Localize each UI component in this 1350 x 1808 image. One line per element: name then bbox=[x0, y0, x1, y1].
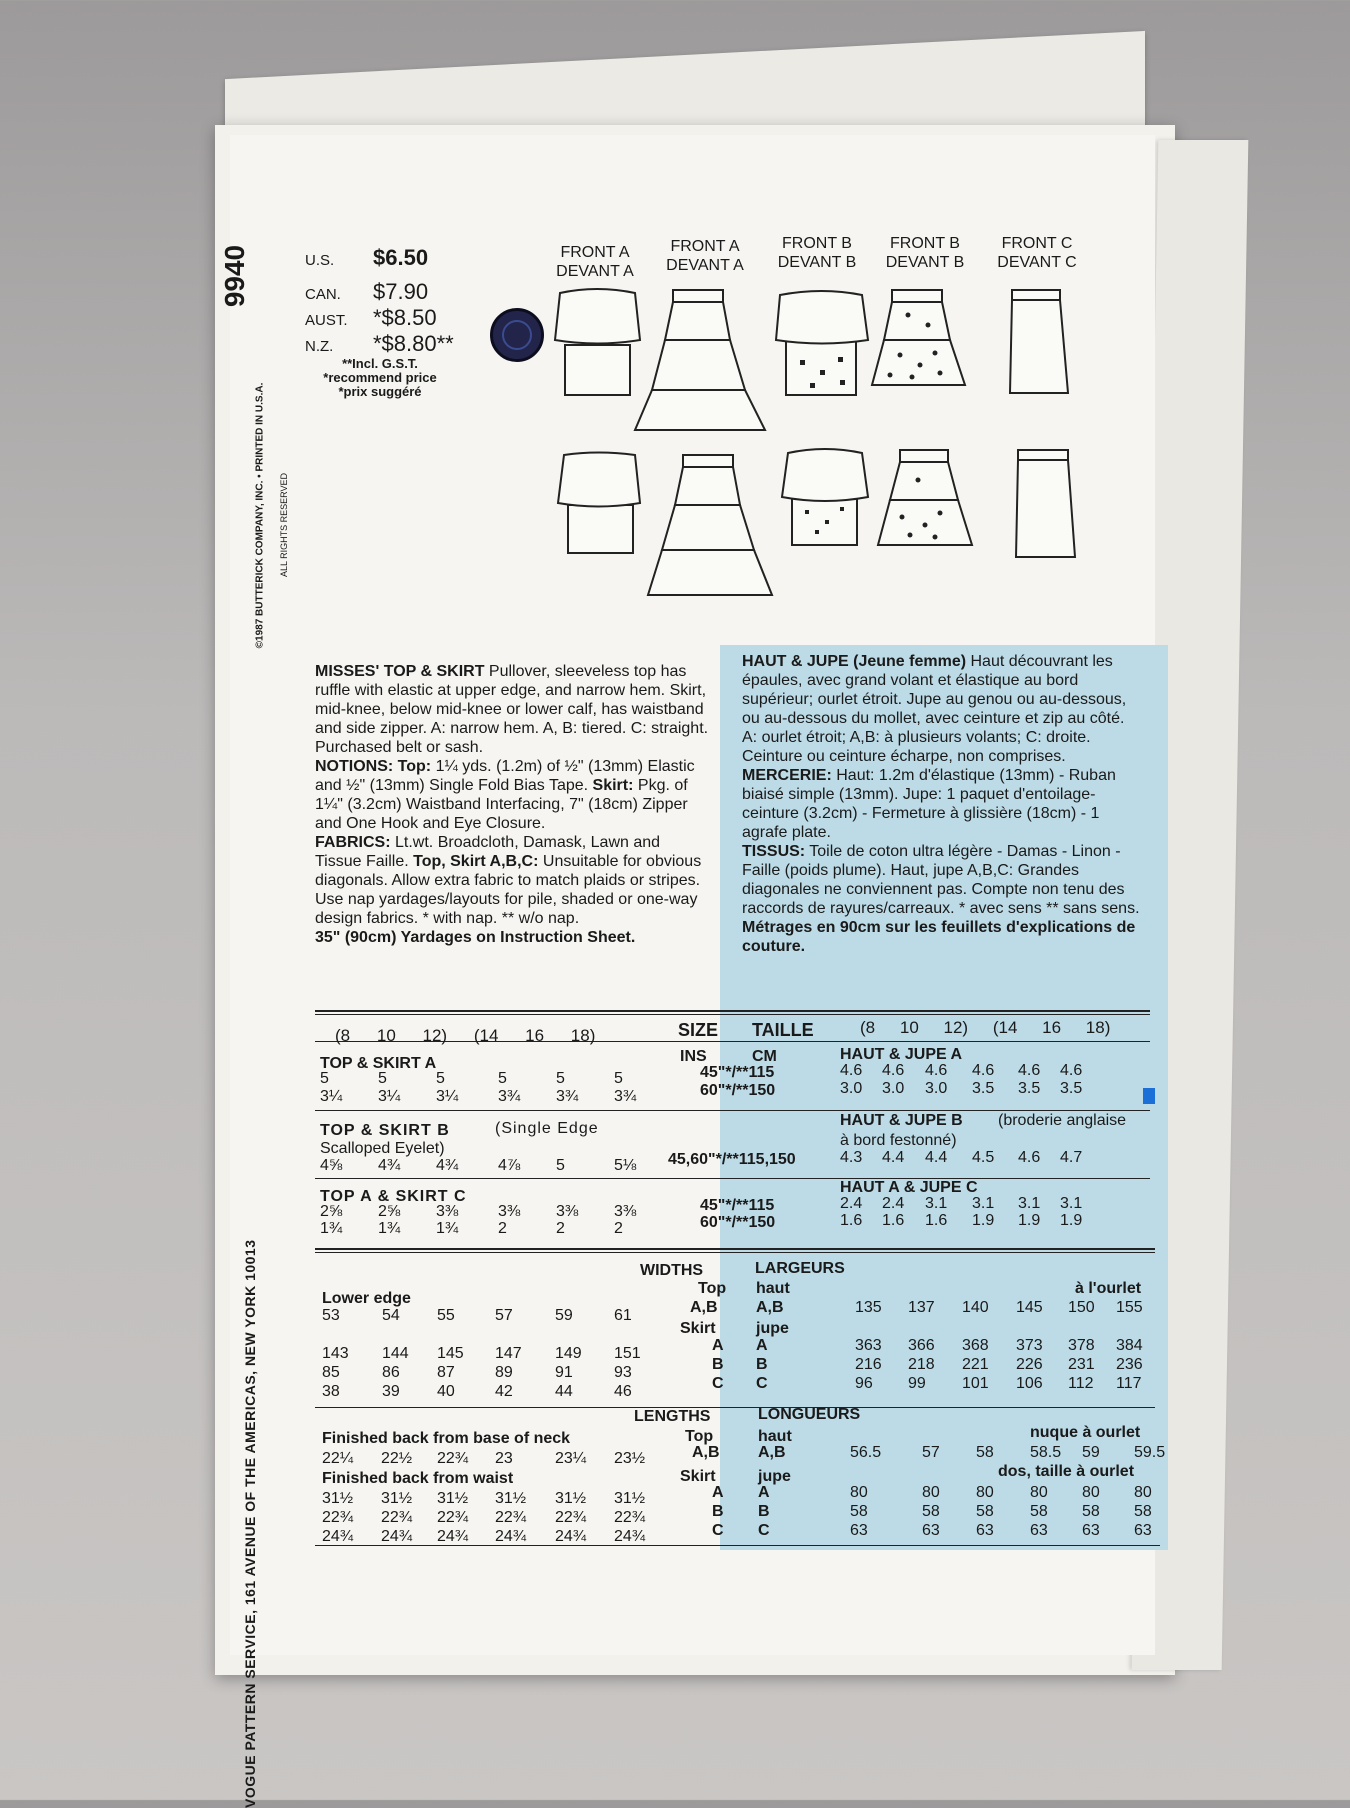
lengths-us-cell: 31½ bbox=[322, 1490, 354, 1507]
widths-us-cell: 39 bbox=[382, 1383, 400, 1400]
publisher-line: VOGUE PATTERN SERVICE, 161 AVENUE OF THE AMERICAS, NEW YORK 10013 bbox=[242, 1239, 258, 1808]
lengths-us-cell: 31½ bbox=[555, 1490, 587, 1507]
lengths-metric-cell: 59.5 bbox=[1134, 1444, 1166, 1461]
lengths-metric-cell: 58 bbox=[976, 1444, 994, 1461]
price-label-can: CAN. bbox=[305, 286, 341, 303]
widths-metric-cell: 216 bbox=[855, 1356, 882, 1373]
lengths-metric-cell: 80 bbox=[976, 1484, 994, 1501]
widths-metric-cell: 366 bbox=[908, 1337, 935, 1354]
widths-us-cell: 57 bbox=[495, 1307, 513, 1324]
description-english bbox=[315, 662, 710, 947]
sketch-skirt-b-front bbox=[872, 290, 965, 385]
widths-metric-cell: 117 bbox=[1116, 1375, 1142, 1392]
lengths-us-cell: 22¾ bbox=[381, 1509, 413, 1526]
yardage-b-label-fr: HAUT & JUPE B bbox=[840, 1112, 963, 1129]
yardage-metric-cell: 4.6 bbox=[1060, 1062, 1083, 1079]
spine bbox=[210, 230, 289, 1808]
yardage-metric-cell: 4.6 bbox=[1018, 1149, 1041, 1166]
tissus-label: TISSUS: bbox=[742, 843, 806, 860]
lengths-us-cell: 22¾ bbox=[614, 1509, 646, 1526]
unsuitable-label: Top, Skirt A,B,C: bbox=[413, 853, 539, 870]
widths-metric-cell: 373 bbox=[1016, 1337, 1043, 1354]
largeurs-title: LARGEURS bbox=[755, 1260, 845, 1277]
yardage-us-cell: 3¾ bbox=[614, 1088, 637, 1105]
lengths-us-cell: 22¾ bbox=[322, 1509, 354, 1526]
yardage-us-cell: 5⅛ bbox=[614, 1157, 637, 1174]
yardage-us-cell: 5 bbox=[614, 1070, 623, 1087]
widths-key: A,B bbox=[690, 1299, 718, 1316]
sketch-skirt-a-back bbox=[648, 455, 772, 595]
widths-metric-cell: 135 bbox=[855, 1299, 882, 1316]
yardage-metric-cell: 4.7 bbox=[1060, 1149, 1083, 1166]
yardage-us-cell: 2⅝ bbox=[378, 1203, 401, 1220]
lengths-metric-cell: 58.5 bbox=[1030, 1444, 1062, 1461]
yardage-us-cell: 3¾ bbox=[556, 1088, 579, 1105]
size-header-us: (8 10 12) (14 16 18) bbox=[335, 1026, 596, 1045]
yardage-metric-cell: 4.6 bbox=[882, 1062, 905, 1079]
size-label: SIZE bbox=[678, 1020, 719, 1040]
yardage-metric-cell: 1.9 bbox=[1018, 1212, 1041, 1229]
yardage-metric-cell: 3.5 bbox=[1060, 1080, 1083, 1097]
description-french bbox=[742, 652, 1142, 956]
lengths-metric-cell: 63 bbox=[922, 1522, 940, 1539]
footer-fr: Métrages en 90cm sur les feuillets d'explications de couture. bbox=[742, 919, 1136, 955]
price-label-us: U.S. bbox=[305, 252, 335, 269]
yardage-metric-cell: 4.5 bbox=[972, 1149, 995, 1166]
widths-us-cell: 151 bbox=[614, 1345, 641, 1362]
yardage-metric-cell: 1.9 bbox=[972, 1212, 995, 1229]
yardage-us-cell: 3¼ bbox=[378, 1088, 401, 1105]
blue-edge-mark bbox=[1143, 1088, 1155, 1104]
sketch-skirt-c-back bbox=[1016, 450, 1075, 557]
sketch-top-b-front bbox=[776, 291, 868, 395]
view-label-2: FRONT A DEVANT A bbox=[666, 238, 744, 274]
lengths-us-cell: 24¾ bbox=[555, 1528, 587, 1545]
widths-us-cell: 86 bbox=[382, 1364, 400, 1381]
widths-metric-cell: 378 bbox=[1068, 1337, 1095, 1354]
price-nz: *$8.80** bbox=[373, 331, 454, 356]
yardage-us-cell: 1¾ bbox=[436, 1220, 459, 1237]
yardage-metric-cell: 4.3 bbox=[840, 1149, 863, 1166]
widths-key-fr: C bbox=[756, 1375, 768, 1392]
sketch-skirt-c-front bbox=[1010, 290, 1068, 393]
widths-metric-cell: 218 bbox=[908, 1356, 935, 1373]
widths-jupe-label: jupe bbox=[756, 1320, 789, 1337]
widths-metric-cell: 112 bbox=[1068, 1375, 1094, 1392]
technical-drawings bbox=[540, 285, 1100, 605]
yardage-us-cell: 1¾ bbox=[378, 1220, 401, 1237]
lengths-metric-cell: 58 bbox=[1134, 1503, 1152, 1520]
lower-edge-label: Lower edge bbox=[322, 1290, 411, 1307]
widths-key: C bbox=[712, 1375, 724, 1392]
widths-metric-cell: 363 bbox=[855, 1337, 882, 1354]
widths-key-fr: B bbox=[756, 1356, 768, 1373]
yardage-b-sub-fr: (broderie anglaise bbox=[998, 1112, 1127, 1129]
yardage-metric-cell: 4.6 bbox=[1018, 1062, 1041, 1079]
yardage-metric-cell: 3.5 bbox=[972, 1080, 995, 1097]
lengths-us-cell: 23½ bbox=[614, 1450, 646, 1467]
lengths-metric-cell: 63 bbox=[1134, 1522, 1152, 1539]
widths-metric-cell: 137 bbox=[908, 1299, 935, 1316]
price-us: $6.50 bbox=[373, 245, 429, 270]
sketch-top-b-back bbox=[782, 449, 868, 545]
view-label-4: FRONT B DEVANT B bbox=[885, 235, 965, 271]
lengths-key: A,B bbox=[692, 1444, 720, 1461]
widths-key: B bbox=[712, 1356, 724, 1373]
widths-us-cell: 145 bbox=[437, 1345, 464, 1362]
widths-us-cell: 42 bbox=[495, 1383, 513, 1400]
yardage-a-label-en: TOP & SKIRT A bbox=[320, 1055, 437, 1072]
yardage-us-cell: 2 bbox=[556, 1220, 565, 1237]
title-fr: HAUT & JUPE (Jeune femme) bbox=[742, 653, 967, 670]
fabric-width-cell: 60"*/**150 bbox=[700, 1214, 776, 1231]
rights-line: ALL RIGHTS RESERVED bbox=[279, 472, 289, 578]
widths-us-cell: 46 bbox=[614, 1383, 632, 1400]
widths-us-cell: 61 bbox=[614, 1307, 632, 1324]
yardage-b-sub-en: (Single Edge bbox=[495, 1120, 599, 1137]
lengths-us-cell: 22¾ bbox=[495, 1509, 527, 1526]
lengths-us-cell: 24¾ bbox=[322, 1528, 354, 1545]
price-note-recommend: *recommend price bbox=[323, 370, 437, 385]
yardage-us-cell: 5 bbox=[378, 1070, 387, 1087]
footer-en: 35" (90cm) Yardages on Instruction Sheet. bbox=[315, 929, 636, 946]
widths-metric-cell: 106 bbox=[1016, 1375, 1043, 1392]
yardage-us-cell: 3⅜ bbox=[436, 1203, 459, 1220]
widths-metric-cell: 384 bbox=[1116, 1337, 1143, 1354]
widths-us-cell: 93 bbox=[614, 1364, 632, 1381]
widths-us-cell: 89 bbox=[495, 1364, 513, 1381]
widths-us-cell: 54 bbox=[382, 1307, 400, 1324]
lengths-metric-cell: 58 bbox=[922, 1503, 940, 1520]
lengths-metric-cell: 63 bbox=[850, 1522, 868, 1539]
widths-us-cell: 144 bbox=[382, 1345, 409, 1362]
lengths-haut-label: haut bbox=[758, 1428, 792, 1445]
price-block bbox=[305, 245, 485, 399]
price-note-gst: **Incl. G.S.T. bbox=[342, 356, 418, 371]
lengths-us-cell: 23 bbox=[495, 1450, 513, 1467]
widths-us-cell: 40 bbox=[437, 1383, 455, 1400]
yardage-c-label-fr: HAUT A & JUPE C bbox=[840, 1179, 978, 1196]
yardage-metric-cell: 4.6 bbox=[972, 1062, 995, 1079]
yardage-metric-cell: 2.4 bbox=[840, 1195, 863, 1212]
widths-us-cell: 147 bbox=[495, 1345, 522, 1362]
yardage-metric-cell: 3.0 bbox=[882, 1080, 905, 1097]
lengths-top-label: Top bbox=[685, 1428, 714, 1445]
view-label-3: FRONT B DEVANT B bbox=[777, 235, 857, 271]
widths-us-cell: 55 bbox=[437, 1307, 455, 1324]
widths-metric-cell: 368 bbox=[962, 1337, 989, 1354]
yardage-metric-cell: 4.4 bbox=[925, 1149, 948, 1166]
notions-label: NOTIONS: bbox=[315, 758, 394, 775]
notions-skirt: Pkg. of 1¼" (3.2cm) Waistband Interfacing, 7" (18cm) Zipper and One Hook and Eye Closure. bbox=[315, 777, 688, 832]
yardage-metric-cell: 4.6 bbox=[840, 1062, 863, 1079]
notions-top-label: Top: bbox=[397, 758, 432, 775]
lengths-title: LENGTHS bbox=[634, 1408, 711, 1425]
yardage-us-cell: 4⅞ bbox=[498, 1157, 521, 1174]
widths-key-fr: A,B bbox=[756, 1299, 784, 1316]
fabric-width-cell: 45,60"*/**115,150 bbox=[668, 1151, 796, 1168]
yardage-us-cell: 2⅝ bbox=[320, 1203, 343, 1220]
yardage-us-cell: 5 bbox=[436, 1070, 445, 1087]
yardage-b-sub-en2: Scalloped Eyelet) bbox=[320, 1140, 445, 1157]
waist-label: Finished back from waist bbox=[322, 1470, 514, 1487]
fabric-width-cell: 60"*/**150 bbox=[700, 1082, 776, 1099]
lengths-metric-cell: 58 bbox=[1030, 1503, 1048, 1520]
widths-metric-cell: 101 bbox=[962, 1375, 989, 1392]
pattern-number: 9940 bbox=[219, 244, 250, 308]
price-note-suggere: *prix suggéré bbox=[338, 384, 422, 399]
body-en: Pullover, sleeveless top has ruffle with elastic at upper edge, and narrow hem. Skirt, mid-knee, below mid-knee or lower calf, has waistband and side zipper. A: narrow hem. A, B: tiered. C: straight. Purchased belt or sash. bbox=[315, 663, 709, 756]
widths-us-cell: 149 bbox=[555, 1345, 582, 1362]
yardage-metric-cell: 2.4 bbox=[882, 1195, 905, 1212]
widths-skirt-label: Skirt bbox=[680, 1320, 716, 1337]
sketch-skirt-b-back bbox=[878, 450, 972, 545]
unsuitable: Unsuitable for obvious diagonals. Allow extra fabric to match plaids or stripes. Use nap yardages/layouts for pile, shaded or one-way design fabrics. * with nap. ** w/o nap. bbox=[315, 853, 702, 927]
longueurs-title: LONGUEURS bbox=[758, 1406, 861, 1423]
view-label-5: FRONT C DEVANT C bbox=[997, 235, 1077, 271]
nuque-label: nuque à ourlet bbox=[1030, 1424, 1141, 1441]
widths-key-fr: A bbox=[756, 1337, 768, 1354]
notions-skirt-label: Skirt: bbox=[592, 777, 634, 794]
widths-metric-cell: 150 bbox=[1068, 1299, 1095, 1316]
divider bbox=[315, 1178, 1150, 1179]
yardage-us-cell: 4⅝ bbox=[320, 1157, 343, 1174]
yardage-metric-cell: 1.6 bbox=[840, 1212, 863, 1229]
lengths-key: A bbox=[712, 1484, 724, 1501]
lengths-metric-cell: 80 bbox=[1134, 1484, 1152, 1501]
unit-ins: INS bbox=[680, 1048, 707, 1065]
divider bbox=[315, 1248, 1155, 1250]
lengths-skirt-label: Skirt bbox=[680, 1468, 716, 1485]
lengths-us-cell: 22¼ bbox=[322, 1450, 354, 1467]
widths-us-cell: 38 bbox=[322, 1383, 340, 1400]
yardage-us-cell: 5 bbox=[556, 1070, 565, 1087]
yardage-us-cell: 2 bbox=[498, 1220, 507, 1237]
lengths-key-fr: A,B bbox=[758, 1444, 786, 1461]
divider bbox=[315, 1252, 1155, 1253]
lengths-metric-cell: 80 bbox=[850, 1484, 868, 1501]
lengths-metric-cell: 58 bbox=[976, 1503, 994, 1520]
taille-label: TAILLE bbox=[752, 1020, 814, 1040]
widths-us-cell: 143 bbox=[322, 1345, 349, 1362]
widths-us-cell: 59 bbox=[555, 1307, 573, 1324]
lengths-key: B bbox=[712, 1503, 724, 1520]
unit-cm: CM bbox=[752, 1048, 777, 1065]
widths-metric-cell: 221 bbox=[962, 1356, 989, 1373]
yardage-us-cell: 3⅜ bbox=[498, 1203, 521, 1220]
lengths-us-cell: 31½ bbox=[614, 1490, 646, 1507]
lengths-metric-cell: 56.5 bbox=[850, 1444, 882, 1461]
widths-us-cell: 85 bbox=[322, 1364, 340, 1381]
yardage-us-cell: 4¾ bbox=[378, 1157, 401, 1174]
widths-metric-cell: 99 bbox=[908, 1375, 926, 1392]
yardage-metric-cell: 1.6 bbox=[925, 1212, 948, 1229]
widths-metric-cell: 96 bbox=[855, 1375, 873, 1392]
widths-us-cell: 91 bbox=[555, 1364, 573, 1381]
divider bbox=[315, 1110, 1150, 1111]
lengths-us-cell: 24¾ bbox=[381, 1528, 413, 1545]
lengths-metric-cell: 58 bbox=[1082, 1503, 1100, 1520]
yardage-us-cell: 1¾ bbox=[320, 1220, 343, 1237]
lengths-metric-cell: 57 bbox=[922, 1444, 940, 1461]
yardage-us-cell: 3⅜ bbox=[614, 1203, 637, 1220]
lengths-us-cell: 22¾ bbox=[437, 1450, 469, 1467]
fabric-width-cell: 45"*/**115 bbox=[700, 1064, 775, 1081]
widths-metric-cell: 226 bbox=[1016, 1356, 1043, 1373]
yardage-metric-cell: 4.6 bbox=[925, 1062, 948, 1079]
notions-top: 1¼ yds. (1.2m) of ½" (13mm) Elastic and ½" (13mm) Single Fold Bias Tape. bbox=[315, 758, 695, 794]
fabrics-label: FABRICS: bbox=[315, 834, 391, 851]
widths-metric-cell: 155 bbox=[1116, 1299, 1143, 1316]
lengths-key-fr: B bbox=[758, 1503, 770, 1520]
yardage-us-cell: 5 bbox=[498, 1070, 507, 1087]
mercerie: Haut: 1.2m d'élastique (13mm) - Ruban biaisé simple (13mm). Jupe: 1 paquet d'entoilage-ceinture (3.2cm) - Fermeture à glissière (18cm) - 1 agrafe plate. bbox=[742, 767, 1116, 841]
widths-us-cell: 44 bbox=[555, 1383, 573, 1400]
yardage-us-cell: 4¾ bbox=[436, 1157, 459, 1174]
yardage-us-cell: 3¾ bbox=[498, 1088, 521, 1105]
widths-metric-cell: 140 bbox=[962, 1299, 989, 1316]
fabric-width-cell: 45"*/**115 bbox=[700, 1197, 775, 1214]
view-label-1: FRONT A DEVANT A bbox=[556, 244, 634, 280]
yardage-us-cell: 3⅜ bbox=[556, 1203, 579, 1220]
yardage-b-sub-fr2: à bord festonné) bbox=[840, 1132, 957, 1149]
neck-label: Finished back from base of neck bbox=[322, 1430, 571, 1447]
widths-metric-cell: 145 bbox=[1016, 1299, 1043, 1316]
divider bbox=[315, 1010, 1150, 1012]
lengths-metric-cell: 80 bbox=[1082, 1484, 1100, 1501]
widths-metric-cell: 236 bbox=[1116, 1356, 1143, 1373]
lengths-jupe-label: jupe bbox=[758, 1468, 791, 1485]
a-lourlet-label: à l'ourlet bbox=[1075, 1280, 1142, 1297]
yardage-metric-cell: 3.1 bbox=[1060, 1195, 1083, 1212]
sketch-top-a-front bbox=[555, 289, 640, 395]
yardage-us-cell: 3¼ bbox=[436, 1088, 459, 1105]
widths-haut-label: haut bbox=[756, 1280, 790, 1297]
sketch-top-a-back bbox=[558, 453, 640, 554]
yardage-us-cell: 3¼ bbox=[320, 1088, 343, 1105]
lengths-key-fr: A bbox=[758, 1484, 770, 1501]
dos-label: dos, taille à ourlet bbox=[998, 1463, 1135, 1480]
lengths-metric-cell: 59 bbox=[1082, 1444, 1100, 1461]
divider bbox=[315, 1407, 1155, 1408]
yardage-metric-cell: 3.0 bbox=[840, 1080, 863, 1097]
lengths-us-cell: 22¾ bbox=[555, 1509, 587, 1526]
yardage-metric-cell: 3.1 bbox=[925, 1195, 948, 1212]
divider bbox=[315, 1014, 1150, 1015]
lengths-metric-cell: 80 bbox=[922, 1484, 940, 1501]
yardage-metric-cell: 4.4 bbox=[882, 1149, 905, 1166]
widths-title: WIDTHS bbox=[640, 1262, 704, 1279]
yardage-us-cell: 5 bbox=[320, 1070, 329, 1087]
lengths-us-cell: 31½ bbox=[437, 1490, 469, 1507]
blue-dot-logo bbox=[490, 308, 544, 362]
lengths-us-cell: 22½ bbox=[381, 1450, 413, 1467]
yardage-us-cell: 5 bbox=[556, 1157, 565, 1174]
lengths-us-cell: 24¾ bbox=[437, 1528, 469, 1545]
price-label-nz: N.Z. bbox=[305, 338, 334, 355]
lengths-metric-cell: 63 bbox=[1082, 1522, 1100, 1539]
lengths-key-fr: C bbox=[758, 1522, 770, 1539]
body-fr: Haut découvrant les épaules, avec grand volant et élastique au bord supérieur; ourlet étroit. Jupe au genou ou au-dessous, ou au-dessous du mollet, avec ceinture et zip au côté. A: ourlet étroit; A,B: à plusieurs volants; C: droite. Ceinture ou ceinture écharpe, non comprises. bbox=[742, 653, 1127, 765]
yardage-metric-cell: 3.0 bbox=[925, 1080, 948, 1097]
yardage-metric-cell: 3.5 bbox=[1018, 1080, 1041, 1097]
title-en: MISSES' TOP & SKIRT bbox=[315, 663, 485, 680]
tissus: Toile de coton ultra légère - Damas - Linon - Faille (poids plume). Haut, jupe A,B,C: Grandes diagonales ne conviennent pas. Compte non tenu des raccords de rayures/carreaux. * avec sens ** sans sens. bbox=[742, 843, 1140, 917]
sketch-skirt-a-front bbox=[635, 290, 765, 430]
yardage-metric-cell: 1.6 bbox=[882, 1212, 905, 1229]
widths-metric-cell: 231 bbox=[1068, 1356, 1095, 1373]
lengths-us-cell: 31½ bbox=[495, 1490, 527, 1507]
widths-key: A bbox=[712, 1337, 724, 1354]
widths-us-cell: 53 bbox=[322, 1307, 340, 1324]
copyright-line: ©1987 BUTTERICK COMPANY, INC. • PRINTED IN U.S.A. bbox=[254, 382, 266, 649]
lengths-us-cell: 24¾ bbox=[495, 1528, 527, 1545]
price-label-aust: AUST. bbox=[305, 312, 348, 329]
size-header-fr: (8 10 12) (14 16 18) bbox=[860, 1018, 1111, 1037]
yardage-metric-cell: 1.9 bbox=[1060, 1212, 1083, 1229]
lengths-metric-cell: 58 bbox=[850, 1503, 868, 1520]
lengths-metric-cell: 80 bbox=[1030, 1484, 1048, 1501]
yardage-a-label-fr: HAUT & JUPE A bbox=[840, 1046, 963, 1063]
mercerie-label: MERCERIE: bbox=[742, 767, 832, 784]
yardage-c-label-en: TOP A & SKIRT C bbox=[320, 1188, 467, 1205]
price-can: $7.90 bbox=[373, 279, 429, 304]
yardage-us-cell: 2 bbox=[614, 1220, 623, 1237]
lengths-us-cell: 31½ bbox=[381, 1490, 413, 1507]
lengths-us-cell: 23¼ bbox=[555, 1450, 587, 1467]
lengths-key: C bbox=[712, 1522, 724, 1539]
lengths-metric-cell: 63 bbox=[1030, 1522, 1048, 1539]
widths-us-cell: 87 bbox=[437, 1364, 455, 1381]
price-aust: *$8.50 bbox=[373, 305, 437, 330]
fabrics: Lt.wt. Broadcloth, Damask, Lawn and Tissue Faille. bbox=[315, 834, 661, 870]
yardage-metric-cell: 3.1 bbox=[972, 1195, 995, 1212]
lengths-metric-cell: 63 bbox=[976, 1522, 994, 1539]
lengths-us-cell: 22¾ bbox=[437, 1509, 469, 1526]
yardage-metric-cell: 3.1 bbox=[1018, 1195, 1041, 1212]
yardage-b-label-en: TOP & SKIRT B bbox=[320, 1122, 450, 1139]
widths-top-label: Top bbox=[698, 1280, 727, 1297]
lengths-us-cell: 24¾ bbox=[614, 1528, 646, 1545]
